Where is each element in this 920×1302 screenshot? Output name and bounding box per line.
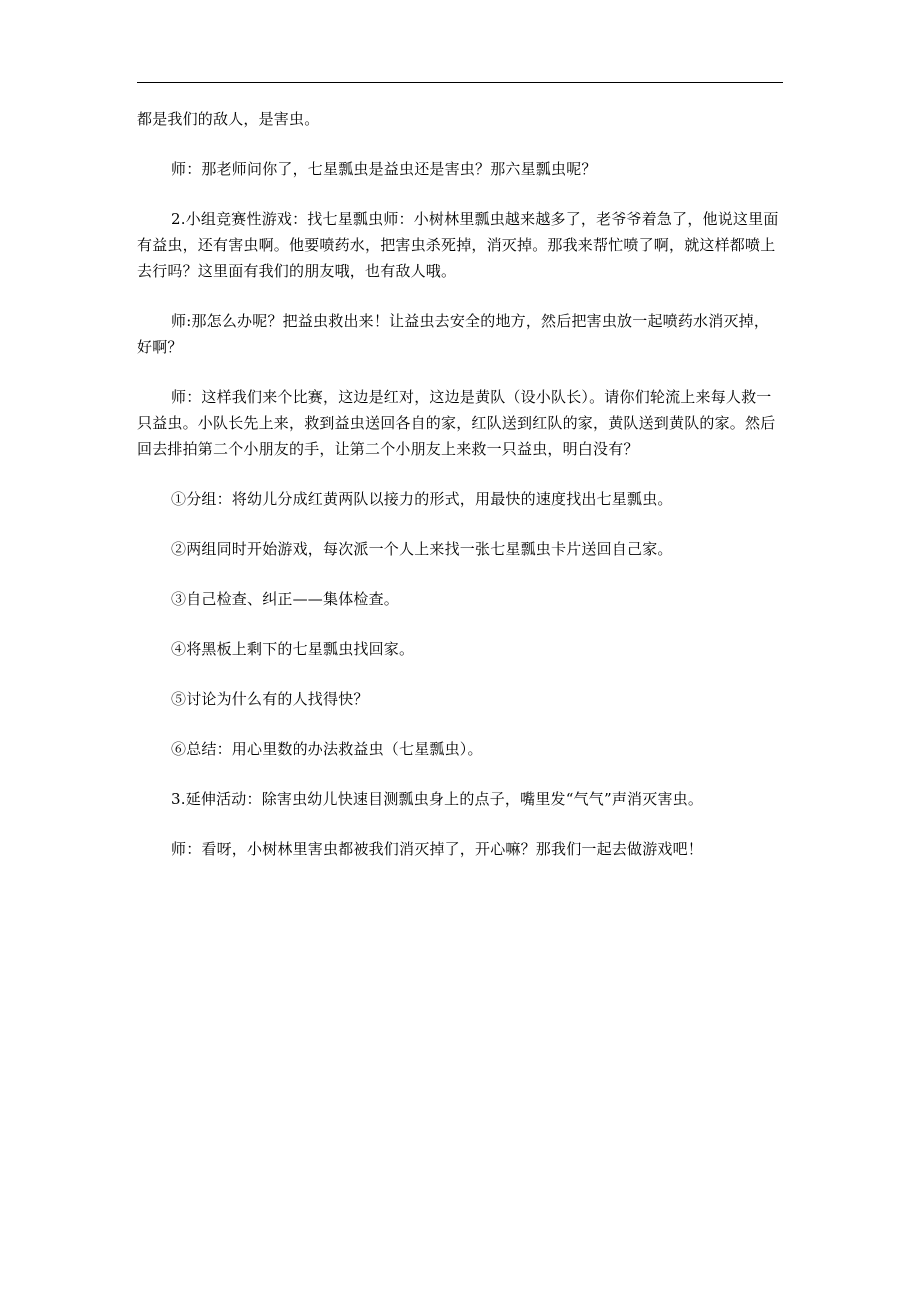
header-rule: [137, 82, 783, 83]
document-body: [137, 106, 783, 862]
paragraph-competition: 师：这样我们来个比赛，这边是红对，这边是黄队（设小队长）。请你们轮流上来每人救一只益虫。小队长先上来，救到益虫送回各自的家，红队送到红队的家，黄队送到黄队的家。然后回去排拍第二个小朋友的手，让第二个小朋友上来救一只益虫，明白没有？: [137, 388, 776, 458]
list-item-step-3: ③自己检查、纠正——集体检查。: [171, 590, 400, 608]
paragraph-closing: 师：看呀，小树林里害虫都被我们消灭掉了，开心嘛？那我们一起去做游戏吧！: [171, 840, 704, 858]
paragraph-extension-activity: 3.延伸活动：除害虫幼儿快速目测瓢虫身上的点子，嘴里发“气气”声消灭害虫。: [171, 790, 704, 808]
list-item-step-2: ②两组同时开始游戏，每次派一个人上来找一张七星瓢虫卡片送回自己家。: [171, 540, 673, 558]
list-item-step-5: ⑤讨论为什么有的人找得快？: [171, 690, 369, 708]
paragraph-rescue: 师:那怎么办呢？把益虫救出来！让益虫去安全的地方，然后把害虫放一起喷药水消灭掉，好啊？: [137, 312, 770, 356]
list-item-step-6: ⑥总结：用心里数的办法救益虫（七星瓢虫）。: [171, 740, 483, 758]
list-item-step-4: ④将黑板上剩下的七星瓢虫找回家。: [171, 640, 415, 658]
paragraph-group-game: 2.小组竞赛性游戏：找七星瓢虫师：小树林里瓢虫越来越多了，老爷爷着急了，他说这里面有益虫，还有害虫啊。他要喷药水，把害虫杀死掉，消灭掉。那我来帮忙喷了啊，就这样都喷上去行吗？这里面有我们的朋友哦，也有敌人哦。: [137, 210, 779, 280]
paragraph-continuation: 都是我们的敌人，是害虫。: [137, 110, 320, 128]
list-item-step-1: ①分组：将幼儿分成红黄两队以接力的形式，用最快的速度找出七星瓢虫。: [171, 490, 673, 508]
paragraph-teacher-question: 师：那老师问你了，七星瓢虫是益虫还是害虫？那六星瓢虫呢？: [171, 160, 597, 178]
